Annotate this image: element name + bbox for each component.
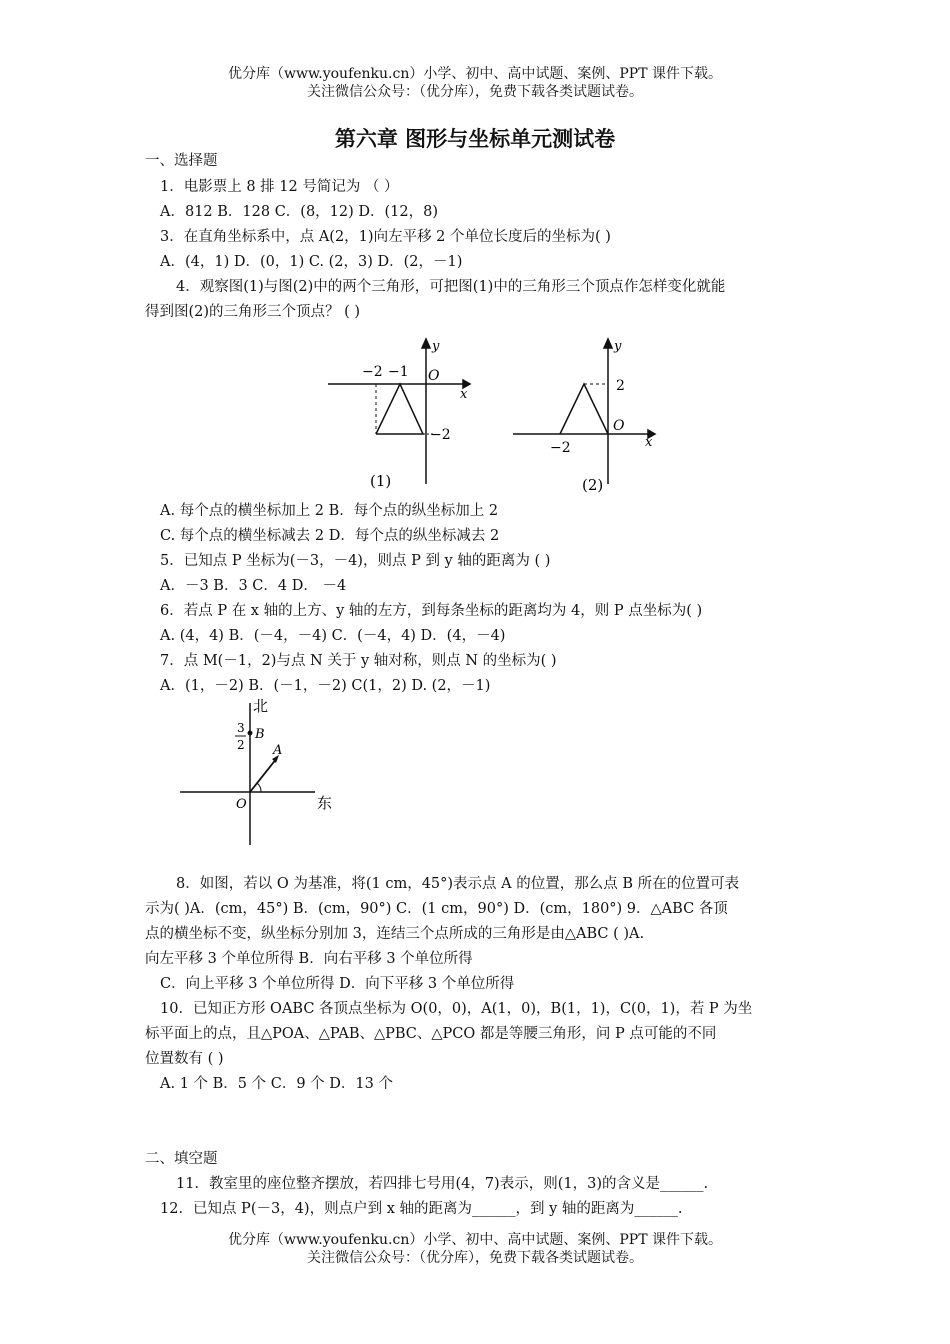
question-4-stem-line-1: 4．观察图(1)与图(2)中的两个三角形，可把图(1)中的三角形三个顶点作怎样变化就能	[176, 279, 726, 295]
fig2-y-arrow	[604, 339, 612, 348]
question-1-options: A．812 B．128 C．(8，12) D．(12，8)	[160, 204, 439, 220]
question-3-options: A．(4，1) D．(0，1) C. (2，3) D．(2，－1)	[160, 254, 463, 270]
section-heading-choice: 一、选择题	[145, 153, 218, 169]
fig2-y-label: y	[614, 339, 622, 354]
question-9-line-1: 点的横坐标不变，纵坐标分别加 3，连结三个点所成的三角形是由△ABC ( )A.	[145, 926, 645, 942]
point-b-dot	[248, 731, 253, 736]
question-6-options: A. (4，4) B．(－4，－4) C．(－4，4) D．(4，－4)	[160, 628, 506, 644]
fig2-origin-label: O	[613, 418, 625, 434]
question-10-line-3: 位置数有 ( )	[145, 1051, 224, 1067]
header-line-1: 优分库（www.youfenku.cn）小学、初中、高中试题、案例、PPT 课件下载。	[227, 66, 722, 82]
origin-label: O	[236, 797, 247, 812]
fraction-numerator: 3	[237, 721, 245, 735]
header-line-2: 关注微信公众号：（优分库），免费下载各类试题试卷。	[307, 84, 643, 100]
figure-compass	[175, 695, 345, 850]
question-4-options-cd: C. 每个点的横坐标减去 2 D．每个点的纵坐标减去 2	[160, 528, 500, 544]
fraction-denominator: 2	[237, 738, 245, 752]
figure-1-2	[320, 334, 670, 499]
east-label: 东	[317, 794, 333, 812]
figure-2	[513, 339, 655, 484]
question-12: 12．已知点 P(－3，4)，则点户到 x 轴的距离为______，到 y 轴的距离为______.	[160, 1201, 683, 1217]
angle-arc	[257, 783, 261, 792]
footer-line-2: 关注微信公众号：（优分库），免费下载各类试题试卷。	[307, 1250, 643, 1266]
fig1-y-label: y	[432, 339, 440, 354]
figure-1	[328, 339, 470, 484]
north-label: 北	[253, 697, 269, 715]
fig1-x-label: x	[460, 387, 468, 402]
fig2-x-label: x	[645, 435, 653, 450]
page-title: 第六章 图形与坐标单元测试卷	[334, 127, 616, 151]
question-7-options: A．(1，－2) B．(－1，－2) C(1，2) D. (2，－1)	[160, 678, 491, 694]
question-9-line-3: C．向上平移 3 个单位所得 D．向下平移 3 个单位所得	[160, 976, 515, 992]
fig1-label-a: −2	[362, 364, 383, 380]
point-b-label: B	[255, 727, 265, 742]
question-5-options: A．－3 B．3 C．4 D． －4	[160, 578, 347, 594]
point-a-label: A	[273, 743, 283, 758]
question-10-line-1: 10．已知正方形 OABC 各顶点坐标为 O(0，0)，A(1，0)，B(1，1)，C(0，1)，若 P 为坐	[160, 1001, 753, 1017]
question-10-options: A. 1 个 B．5 个 C．9 个 D．13 个	[160, 1076, 393, 1092]
question-5-stem: 5．已知点 P 坐标为(－3，－4)，则点 P 到 y 轴的距离为 ( )	[160, 553, 551, 569]
question-3-stem: 3．在直角坐标系中，点 A(2，1)向左平移 2 个单位长度后的坐标为( )	[160, 229, 611, 245]
fig1-label-b: −1	[388, 364, 409, 380]
question-4-options-ab: A. 每个点的横坐标加上 2 B．每个点的纵坐标加上 2	[160, 503, 499, 519]
question-10-line-2: 标平面上的点，且△POA、△PAB、△PBC、△PCO 都是等腰三角形，问 P 点可能的不同	[145, 1026, 717, 1042]
question-8-line-1: 8．如图，若以 O 为基准，将(1 cm，45°)表示点 A 的位置，那么点 B 所在的位置可表	[176, 876, 740, 892]
section-heading-fill: 二、填空题	[145, 1151, 218, 1167]
fig1-y-arrow	[422, 339, 430, 348]
fig1-caption: (1)	[370, 472, 392, 490]
question-9-line-2: 向左平移 3 个单位所得 B．向右平移 3 个单位所得	[145, 951, 473, 967]
question-4-stem-line-2: 得到图(2)的三角形三个顶点？ ( )	[145, 304, 361, 320]
fig2-label-a: 2	[616, 378, 625, 394]
vector-oa	[250, 758, 277, 792]
fig1-label-c: −2	[430, 427, 451, 443]
fig1-triangle	[376, 384, 423, 434]
footer-line-1: 优分库（www.youfenku.cn）小学、初中、高中试题、案例、PPT 课件下载。	[227, 1232, 722, 1248]
fig1-origin-label: O	[428, 368, 440, 384]
fig2-caption: (2)	[582, 476, 604, 494]
fig2-triangle	[560, 384, 608, 434]
question-7-stem: 7．点 M(－1，2)与点 N 关于 y 轴对称，则点 N 的坐标为( )	[160, 653, 557, 669]
question-8-line-2: 示为( )A．(cm，45°) B．(cm，90°) C．(1 cm，90°) D．(cm，180°) 9．△ABC 各顶	[145, 901, 728, 917]
question-1-stem: 1．电影票上 8 排 12 号简记为 （ ）	[160, 179, 399, 195]
question-6-stem: 6．若点 P 在 x 轴的上方、y 轴的左方，到每条坐标的距离均为 4，则 P 点坐标为( )	[160, 603, 703, 619]
question-11: 11．教室里的座位整齐摆放，若四排七号用(4，7)表示，则(1，3)的含义是______.	[176, 1176, 709, 1192]
fig2-label-b: −2	[550, 440, 571, 456]
